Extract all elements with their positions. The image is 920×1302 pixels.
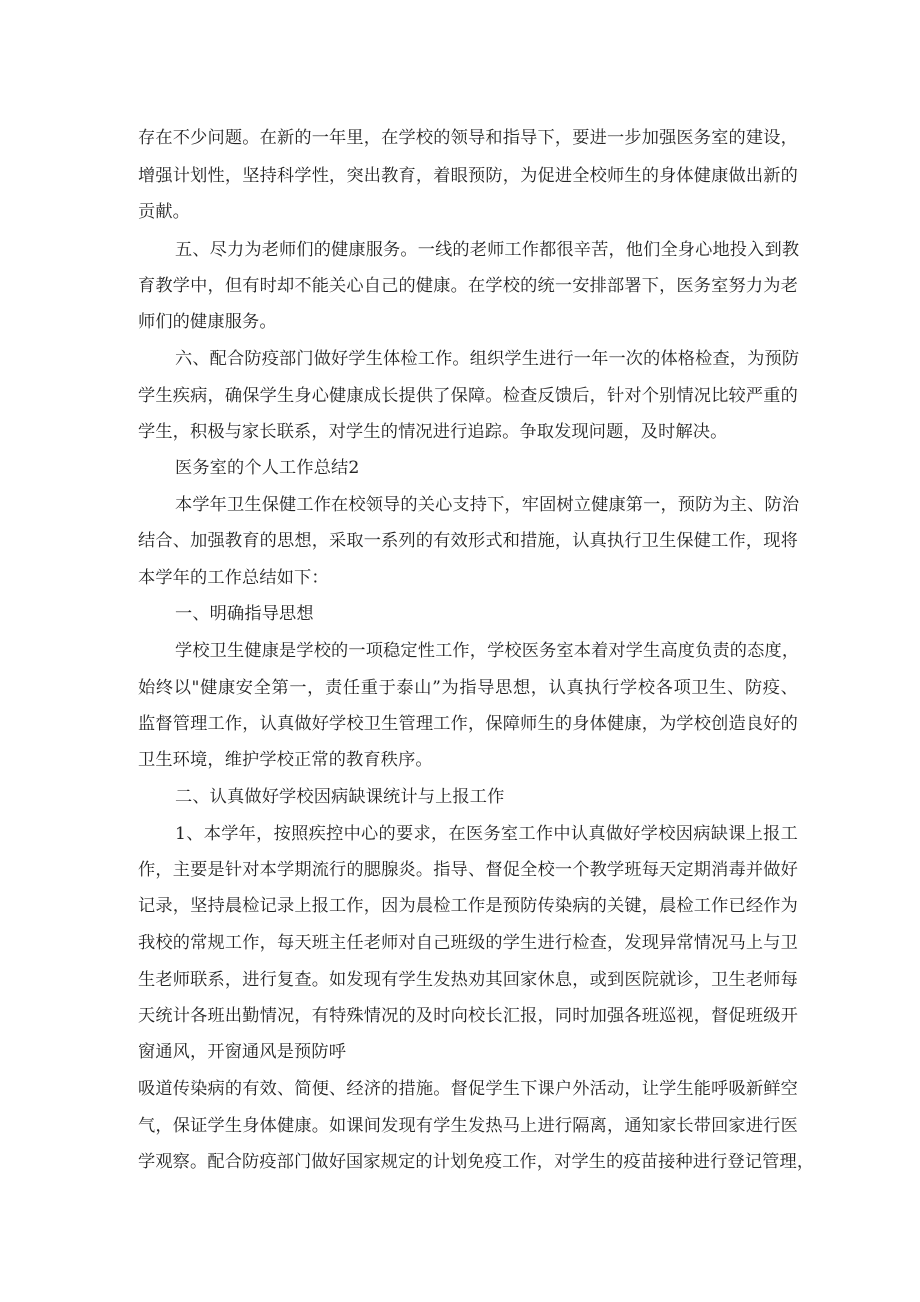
text-line: 五、尽力为老师们的健康服务。一线的老师工作都很辛苦，他们全身心地投入到教 [175, 240, 800, 260]
text-line: 存在不少问题。在新的一年里，在学校的领导和指导下，要进一步加强医务室的建设， [138, 128, 798, 148]
section-heading: 医务室的个人工作总结2 [175, 458, 360, 478]
text-line: 1、本学年，按照疾控中心的要求，在医务室工作中认真做好学校因病缺课上报工 [175, 824, 798, 844]
text-line: 贡献。 [138, 202, 191, 222]
text-line: 结合、加强教育的思想，采取一系列的有效形式和措施，认真执行卫生保健工作，现将 [138, 531, 798, 551]
text-line: 六、配合防疫部门做好学生体检工作。组织学生进行一年一次的体格检查，为预防 [175, 349, 800, 369]
text-line: 增强计划性，坚持科学性，突出教育，着眼预防，为促进全校师生的身体健康做出新的 [138, 166, 798, 186]
text-line: 学校卫生健康是学校的一项稳定性工作，学校医务室本着对学生高度负责的态度， [175, 641, 800, 661]
text-line: 吸道传染病的有效、简便、经济的措施。督促学生下课户外活动，让学生能呼吸新鲜空 [138, 1079, 798, 1099]
text-line: 天统计各班出勤情况，有特殊情况的及时向校长汇报，同时加强各班巡视，督促班级开 [138, 1006, 798, 1026]
subsection-heading: 二、认真做好学校因病缺课统计与上报工作 [175, 787, 505, 807]
text-line: 我校的常规工作，每天班主任老师对自己班级的学生进行检查，发现异常情况马上与卫 [138, 933, 798, 953]
text-line: 学生疾病，确保学生身心健康成长提供了保障。检查反馈后，针对个别情况比较严重的 [138, 386, 798, 406]
text-line: 气，保证学生身体健康。如课间发现有学生发热马上进行隔离，通知家长带回家进行医 [138, 1116, 798, 1136]
text-line: 监督管理工作，认真做好学校卫生管理工作，保障师生的身体健康，为学校创造良好的 [138, 714, 798, 734]
text-line: 记录，坚持晨检记录上报工作，因为晨检工作是预防传染病的关键，晨检工作已经作为 [138, 896, 798, 916]
text-line: 卫生环境，维护学校正常的教育秩序。 [138, 750, 433, 770]
text-line: 学生，积极与家长联系，对学生的情况进行追踪。争取发现问题，及时解决。 [138, 422, 728, 442]
text-line: 作，主要是针对本学期流行的腮腺炎。指导、督促全校一个教学班每天定期消毒并做好 [138, 860, 798, 880]
text-line: 生老师联系，进行复查。如发现有学生发热劝其回家休息，或到医院就诊，卫生老师每 [138, 970, 798, 990]
text-line: 本学年卫生保健工作在校领导的关心支持下，牢固树立健康第一，预防为主、防治 [175, 495, 800, 515]
subsection-heading: 一、明确指导思想 [175, 604, 314, 624]
text-line: 师们的健康服务。 [138, 312, 277, 332]
text-line: 本学年的工作总结如下： [138, 568, 329, 588]
text-line: 窗通风，开窗通风是预防呼 [138, 1042, 347, 1062]
text-line: 始终以"健康安全第一，责任重于泰山”为指导思想，认真执行学校各项卫生、防疫、 [138, 678, 798, 698]
text-line: 学观察。配合防疫部门做好国家规定的计划免疫工作，对学生的疫苗接种进行登记管理， [138, 1152, 815, 1172]
text-line: 育教学中，但有时却不能关心自己的健康。在学校的统一安排部署下，医务室努力为老 [138, 276, 798, 296]
